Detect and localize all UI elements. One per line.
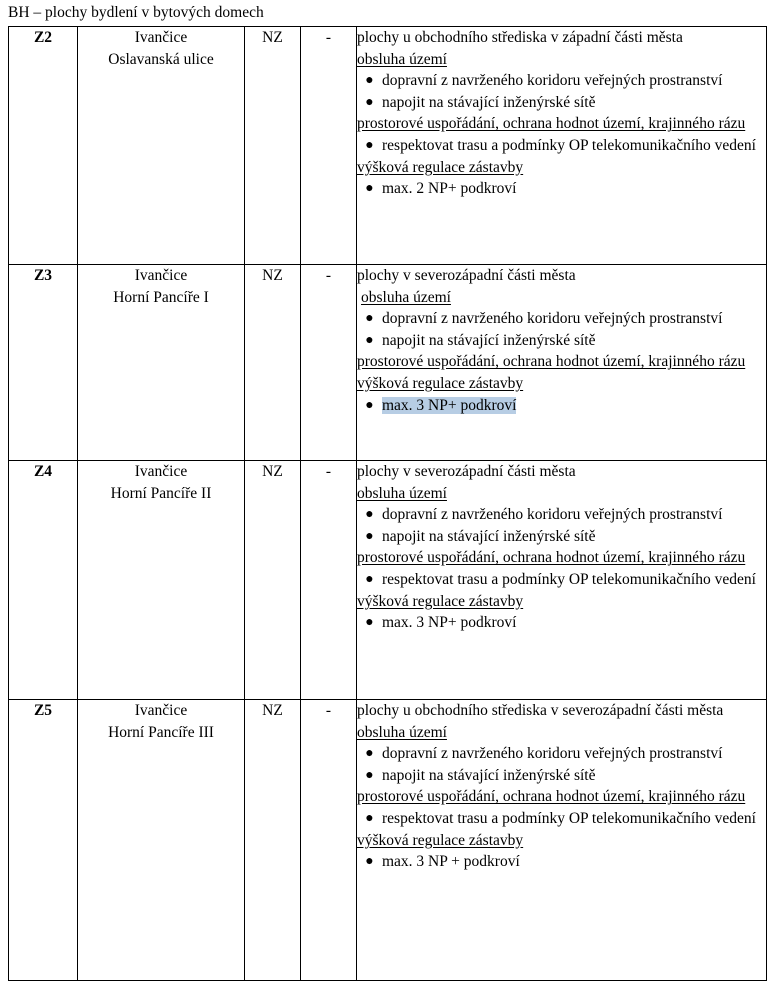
zone-locality: Horní Pancíře III (108, 723, 214, 741)
bullet-icon: ● (365, 332, 374, 348)
table-row (9, 700, 767, 981)
zone-town: Ivančice (134, 702, 188, 719)
zone-intro: plochy u obchodního střediska v severozápadní části města (357, 702, 724, 719)
list-item: ● respektovat trasu a podmínky OP telekomunikačního vedení (357, 569, 766, 591)
list-item: ● max. 3 NP+ podkroví (357, 612, 766, 634)
list-item (357, 395, 766, 417)
list-item: ● max. 3 NP + podkroví (357, 851, 766, 873)
zone-town: Ivančice (134, 29, 188, 46)
text-selection-highlight[interactable]: max. 3 NP+ podkroví (382, 396, 517, 414)
zone-description (357, 27, 767, 265)
bullet-icon: ● (365, 854, 374, 870)
list-item: ● dopravní z navrženého koridoru veřejných prostranství (357, 308, 766, 330)
list-item: ● dopravní z navrženého koridoru veřejných prostranství (357, 504, 766, 526)
zone-type: NZ (245, 27, 301, 265)
list-item: ● respektovat trasu a podmínky OP telekomunikačního vedení (357, 135, 766, 157)
height-heading: výšková regulace zástavby (357, 831, 524, 849)
bullet-icon: ● (365, 73, 374, 89)
bullet-icon: ● (365, 94, 374, 110)
bullet-icon: ● (365, 507, 374, 523)
zone-description (357, 700, 767, 981)
zone-town: Ivančice (134, 267, 188, 284)
spatial-heading: prostorové uspořádání, ochrana hodnot území, krajinného rázu (357, 549, 746, 567)
zone-intro: plochy v severozápadní části města (357, 267, 576, 284)
list-item: ● respektovat trasu a podmínky OP telekomunikačního vedení (357, 808, 766, 830)
zone-locality: Horní Pancíře I (113, 288, 209, 306)
zone-dash: - (301, 700, 357, 981)
service-heading: obsluha území (357, 50, 447, 68)
zone-type: NZ (245, 461, 301, 700)
zone-locality: Oslavanská ulice (108, 50, 214, 68)
zone-locality: Horní Pancíře II (110, 484, 212, 502)
zone-type: NZ (245, 265, 301, 461)
zone-dash: - (301, 265, 357, 461)
zone-dash: - (301, 27, 357, 265)
bullet-icon: ● (365, 615, 374, 631)
table-row (9, 265, 767, 461)
height-heading: výšková regulace zástavby (357, 592, 524, 610)
zone-location (78, 700, 245, 981)
table-row (9, 461, 767, 700)
bullet-icon: ● (365, 397, 374, 413)
spatial-heading: prostorové uspořádání, ochrana hodnot území, krajinného rázu (357, 353, 746, 371)
spatial-heading: prostorové uspořádání, ochrana hodnot území, krajinného rázu (357, 788, 746, 806)
bullet-icon: ● (365, 767, 374, 783)
list-item: ● napojit na stávající inženýrské sítě (357, 765, 766, 787)
zone-type: NZ (245, 700, 301, 981)
zone-dash: - (301, 461, 357, 700)
service-heading: obsluha území (357, 723, 447, 741)
bullet-icon: ● (365, 571, 374, 587)
zone-code: Z4 (9, 461, 78, 700)
zone-intro: plochy u obchodního střediska v západní části města (357, 29, 683, 46)
bullet-icon: ● (365, 311, 374, 327)
zone-code: Z3 (9, 265, 78, 461)
spatial-heading: prostorové uspořádání, ochrana hodnot území, krajinného rázu (357, 115, 746, 133)
zone-description (357, 265, 767, 461)
service-heading: obsluha území (361, 288, 451, 306)
table-row (9, 27, 767, 265)
list-item: ● napojit na stávající inženýrské sítě (357, 330, 766, 352)
list-item: ● dopravní z navrženého koridoru veřejných prostranství (357, 70, 766, 92)
list-item: ● napojit na stávající inženýrské sítě (357, 526, 766, 548)
bullet-icon: ● (365, 528, 374, 544)
zone-code: Z2 (9, 27, 78, 265)
service-heading: obsluha území (357, 484, 447, 502)
table-caption: BH – plochy bydlení v bytových domech (8, 4, 264, 21)
bullet-icon: ● (365, 181, 374, 197)
zone-location (78, 461, 245, 700)
bullet-icon: ● (365, 137, 374, 153)
zones-table (8, 26, 767, 981)
list-item: ● max. 2 NP+ podkroví (357, 178, 766, 200)
zone-location (78, 265, 245, 461)
zone-town: Ivančice (134, 463, 188, 480)
bullet-icon: ● (365, 746, 374, 762)
bullet-icon: ● (365, 810, 374, 826)
height-heading: výšková regulace zástavby (357, 158, 524, 176)
height-heading: výšková regulace zástavby (357, 374, 524, 392)
zone-description (357, 461, 767, 700)
list-item: ● dopravní z navrženého koridoru veřejných prostranství (357, 743, 766, 765)
zone-intro: plochy v severozápadní části města (357, 463, 576, 480)
list-item: ● napojit na stávající inženýrské sítě (357, 92, 766, 114)
zone-location (78, 27, 245, 265)
zone-code: Z5 (9, 700, 78, 981)
